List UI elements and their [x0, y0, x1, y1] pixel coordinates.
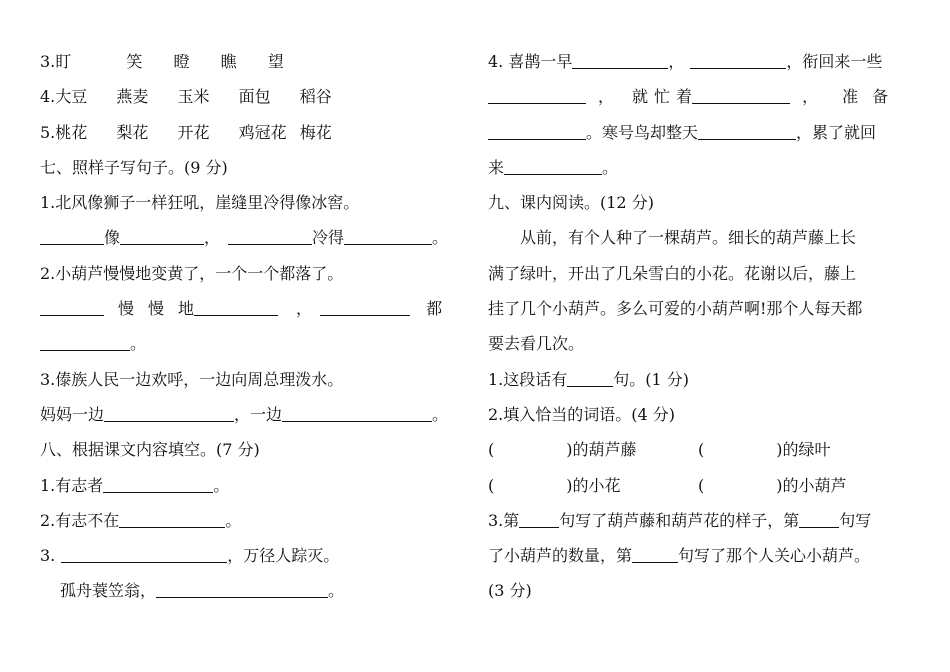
word-group-line-5 [40, 115, 470, 150]
word: 盯 [55, 52, 72, 71]
item-number: 3. [40, 52, 56, 71]
answer-blank[interactable] [632, 561, 678, 563]
answer-blank[interactable] [344, 243, 432, 245]
answer-blank[interactable] [194, 314, 278, 316]
passage-paragraph-line-3: 挂了几个小葫芦。多么可爱的小葫芦啊!那个人每天都 [488, 299, 863, 319]
answer-blank[interactable] [228, 243, 312, 245]
answer-blank[interactable] [282, 420, 432, 422]
answer-line-2: 慢 慢 地 ， 都 [40, 291, 470, 326]
word: 开花 [177, 122, 210, 142]
section-8-heading: 八、根据课文内容填空。(7 分) [40, 440, 260, 460]
answer-blank[interactable] [156, 596, 328, 598]
word: 瞪 [173, 52, 190, 71]
answer-blank[interactable] [567, 385, 613, 387]
word-pair-row-1: ( )的葫芦藤 ( )的绿叶 [488, 440, 831, 460]
passage-fill-line-2: ， 就 忙 着 ， 准 备 [488, 79, 913, 114]
item-number: 4. [40, 87, 56, 107]
answer-blank[interactable] [61, 561, 227, 563]
fill-line-3: 3. ，万径人踪灭。 [40, 546, 340, 566]
answer-blank[interactable] [572, 67, 668, 69]
question-2: 2.填入恰当的词语。(4 分) [488, 404, 676, 424]
answer-blank[interactable] [119, 526, 225, 528]
word-group-line-3 [40, 44, 470, 79]
word: 梨花 [116, 122, 149, 142]
answer-blank[interactable] [40, 349, 130, 351]
question-3-score: (3 分) [488, 581, 532, 601]
example-sentence-2: 2.小葫芦慢慢地变黄了，一个一个都落了。 [40, 263, 344, 283]
example-sentence-1: 1.北风像狮子一样狂吼，崖缝里冷得像冰窖。 [40, 193, 360, 213]
passage-paragraph-line-4: 要去看几次。 [488, 334, 585, 354]
example-sentence-3: 3.傣族人民一边欢呼，一边向周总理泼水。 [40, 369, 344, 389]
passage-fill-line-4: 来 。 [488, 157, 619, 177]
answer-blank[interactable] [488, 138, 586, 140]
word-pair-row-2: ( )的小花 ( )的小葫芦 [488, 475, 847, 495]
answer-line-2b: 。 [40, 326, 470, 361]
passage-paragraph-line-1: 从前，有个人种了一棵葫芦。细长的葫芦藤上长 [520, 228, 857, 248]
word: 望 [267, 52, 284, 71]
word-group-line-4 [40, 79, 470, 114]
answer-blank[interactable] [40, 243, 104, 245]
word: 燕麦 [116, 87, 149, 107]
answer-line-1: 像 ， 冷得 。 [40, 220, 470, 255]
answer-line-3: 妈妈一边 ，一边 。 [40, 404, 449, 424]
item-number: 5. [40, 122, 56, 142]
passage-fill-line-3: 。寒号鸟却整天 ，累了就回 [488, 115, 913, 150]
section-7-heading: 七、照样子写句子。(9 分) [40, 157, 228, 177]
fill-line-2: 2.有志不在 。 [40, 510, 242, 530]
word: 玉米 [177, 87, 210, 107]
question-1: 1.这段话有 句。(1 分) [488, 369, 690, 389]
question-3-line-2: 了小葫芦的数量，第 句写了那个人关心小葫芦。 [488, 546, 871, 566]
answer-blank[interactable] [104, 420, 234, 422]
left-column [40, 44, 470, 609]
word: 鸡冠花 [238, 122, 287, 142]
answer-blank[interactable] [799, 526, 839, 528]
answer-blank[interactable] [692, 102, 790, 104]
word: 笑 [126, 52, 143, 71]
word: 大豆 [55, 87, 88, 107]
fill-line-4: 孤舟蓑笠翁， 。 [60, 581, 345, 601]
passage-fill-line-1: 4. 喜鹊一早 ， ，衔回来一些 [488, 52, 883, 71]
answer-blank[interactable] [120, 243, 204, 245]
answer-blank[interactable] [519, 526, 559, 528]
question-3-line-1: 3.第 句写了葫芦藤和葫芦花的样子，第 句写 [488, 510, 872, 530]
answer-blank[interactable] [488, 102, 586, 104]
word: 梅花 [299, 122, 332, 142]
section-9-heading: 九、课内阅读。(12 分) [488, 193, 654, 213]
passage-paragraph-line-2: 满了绿叶，开出了几朵雪白的小花。花谢以后，藤上 [488, 263, 857, 283]
word: 面包 [238, 87, 271, 107]
answer-blank[interactable] [690, 67, 786, 69]
word: 桃花 [55, 122, 88, 142]
right-column [488, 44, 913, 609]
answer-blank[interactable] [698, 138, 796, 140]
answer-blank[interactable] [320, 314, 410, 316]
word: 稻谷 [299, 87, 332, 107]
answer-blank[interactable] [504, 173, 602, 175]
answer-blank[interactable] [40, 314, 104, 316]
answer-blank[interactable] [103, 491, 213, 493]
fill-line-1: 1.有志者 。 [40, 475, 230, 495]
word: 瞧 [220, 52, 237, 71]
